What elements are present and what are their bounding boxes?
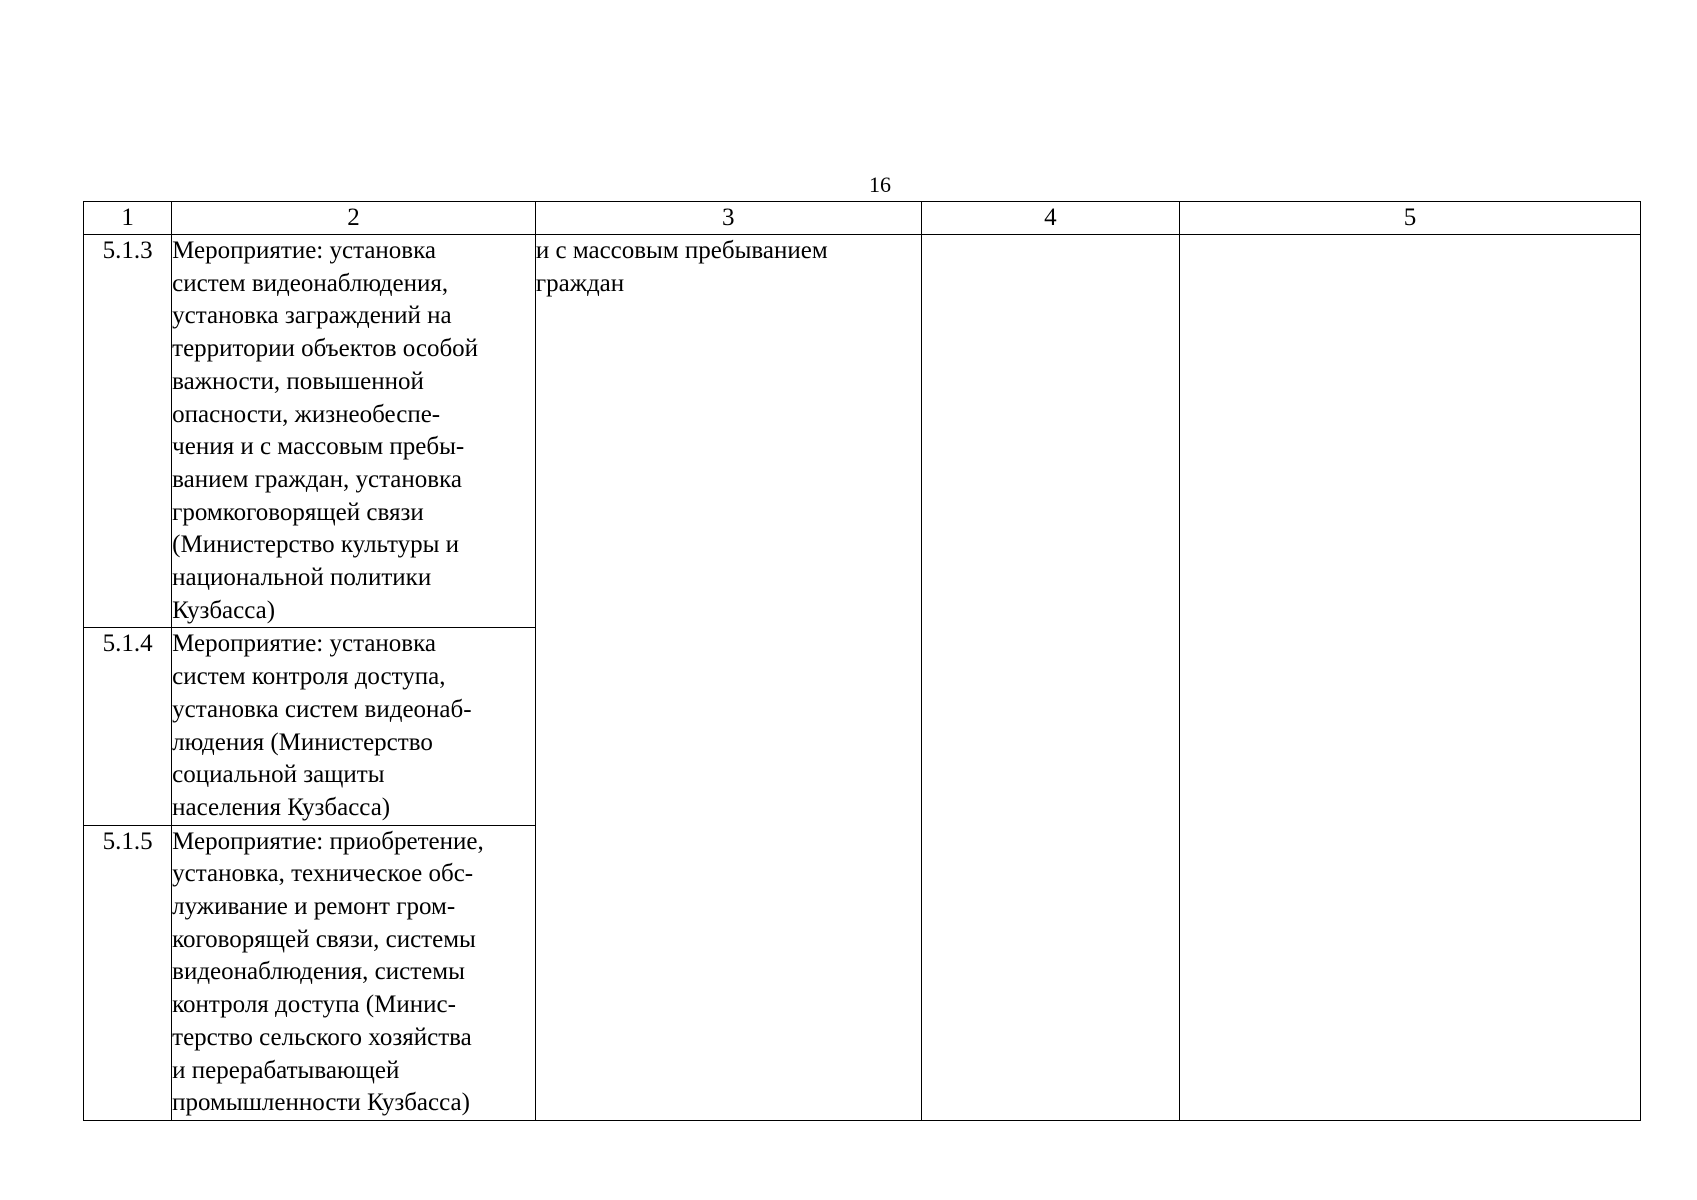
column-4-cell bbox=[921, 235, 1179, 1121]
column-5-cell bbox=[1180, 235, 1641, 1121]
row-number-cell: 5.1.3 bbox=[84, 235, 172, 628]
row-number-cell: 5.1.5 bbox=[84, 825, 172, 1120]
table-header-row bbox=[84, 202, 1641, 235]
measures-table bbox=[83, 201, 1641, 1121]
column-header-5: 5 bbox=[1180, 202, 1641, 235]
measure-name-cell: Мероприятие: приобретение, установка, техническое обс- луживание и ремонт гром- коговорящей связи, системы видеонаблюдения, системы контроля доступа (Минис- терство сельского хозяйства и перерабатывающей промышленности Кузбасса) bbox=[172, 825, 536, 1120]
measure-name-cell: Мероприятие: установка систем видеонаблюдения, установка заграждений на территории объектов особой важности, повышенной опасности, жизнеобеспе- чения и с массовым пребы- ванием граждан, установка громкоговорящей связи (Министерство культуры и национальной политики Кузбасса) bbox=[172, 235, 536, 628]
measure-name-cell: Мероприятие: установка систем контроля доступа, установка систем видеонаб- людения (Министерство социальной защиты населения Кузбасса) bbox=[172, 628, 536, 825]
column-header-4: 4 bbox=[921, 202, 1179, 235]
table-row bbox=[84, 235, 1641, 628]
column-header-2: 2 bbox=[172, 202, 536, 235]
column-header-3: 3 bbox=[535, 202, 921, 235]
page-number: 16 bbox=[869, 172, 891, 197]
row-number-cell: 5.1.4 bbox=[84, 628, 172, 825]
column-3-cell: и с массовым пребыванием граждан bbox=[535, 235, 921, 1121]
column-header-1: 1 bbox=[84, 202, 172, 235]
